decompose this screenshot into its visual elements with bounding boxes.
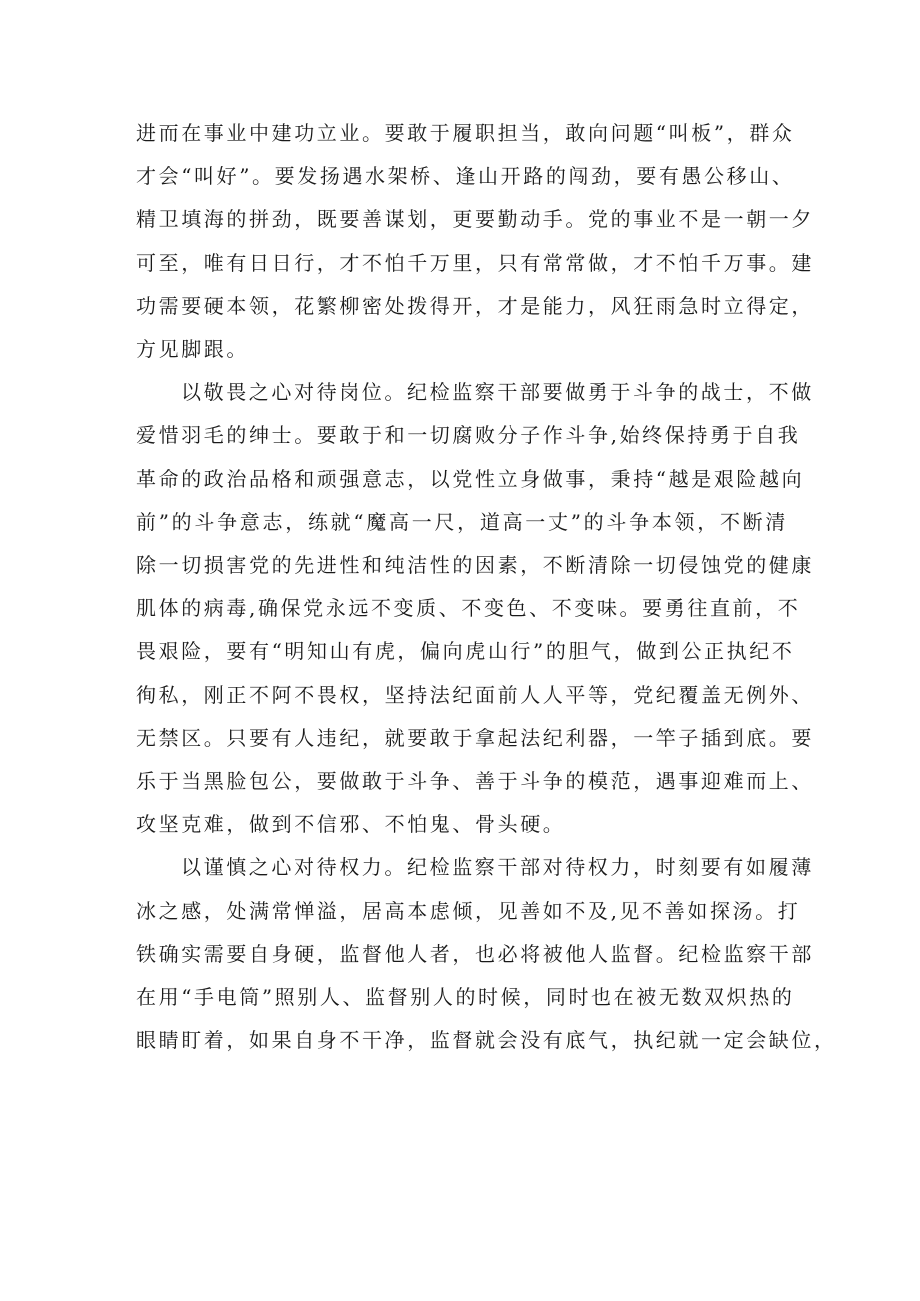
text-line: 前”的斗争意志，练就“魔高一尺，道高一丈”的斗争本领，不断清 [136, 509, 788, 534]
text-line: 眼睛盯着，如果自身不干净，监督就会没有底气，执纪就一定会缺位， [136, 1028, 837, 1053]
text-line: 进而在事业中建功立业。要敢于履职担当，敢向问题“叫板”，群众 [136, 121, 795, 145]
text-line: 在用“手电筒”照别人、监督别人的时候，同时也在被无数双炽热的 [136, 985, 795, 1010]
text-line: 功需要硬本领，花繁柳密处拨得开，才是能力，风狂雨急时立得定， [136, 293, 814, 318]
text-line: 才会“叫好”。要发扬遇水架桥、逢山开路的闯劲，要有愚公移山、 [136, 164, 795, 189]
paragraph-2 [136, 371, 814, 846]
document-body [136, 112, 837, 1062]
text-line: 徇私，刚正不阿不畏权，坚持法纪面前人人平等，党纪覆盖无例外、 [136, 682, 814, 707]
text-line: 攻坚克难，做到不信邪、不怕鬼、骨头硬。 [136, 812, 566, 837]
text-line: 以谨慎之心对待权力。纪检监察干部对待权力，时刻要有如履薄 [181, 855, 814, 880]
text-line: 铁确实需要自身硬，监督他人者，也必将被他人监督。纪检监察干部 [136, 941, 814, 966]
paragraph-3 [136, 846, 837, 1062]
text-line: 无禁区。只要有人违纪，就要敢于拿起法纪利器，一竿子插到底。要 [136, 725, 814, 750]
text-line: 除一切损害党的先进性和纯洁性的因素，不断清除一切侵蚀党的健康 [136, 553, 814, 578]
text-line: 可至，唯有日日行，才不怕千万里，只有常常做，才不怕千万事。建 [136, 250, 814, 275]
text-line: 畏艰险，要有“明知山有虎，偏向虎山行”的胆气，做到公正执纪不 [136, 639, 795, 664]
text-line: 冰之感，处满常惮溢，居高本虑倾，见善如不及,见不善如探汤。打 [136, 898, 801, 923]
text-line: 肌体的病毒,确保党永远不变质、不变色、不变味。要勇往直前，不 [136, 596, 801, 621]
text-line: 方见脚跟。 [136, 337, 249, 362]
text-line: 爱惜羽毛的绅士。要敢于和一切腐败分子作斗争,始终保持勇于自我 [136, 423, 801, 448]
text-line: 乐于当黑脸包公，要做敢于斗争、善于斗争的模范，遇事迎难而上、 [136, 769, 814, 794]
text-line: 以敬畏之心对待岗位。纪检监察干部要做勇于斗争的战士，不做 [181, 380, 814, 405]
text-line: 精卫填海的拼劲，既要善谋划，更要勤动手。党的事业不是一朝一夕 [136, 207, 814, 232]
paragraph-1 [136, 112, 814, 371]
text-line: 革命的政治品格和顽强意志，以党性立身做事，秉持“越是艰险越向 [136, 466, 805, 491]
